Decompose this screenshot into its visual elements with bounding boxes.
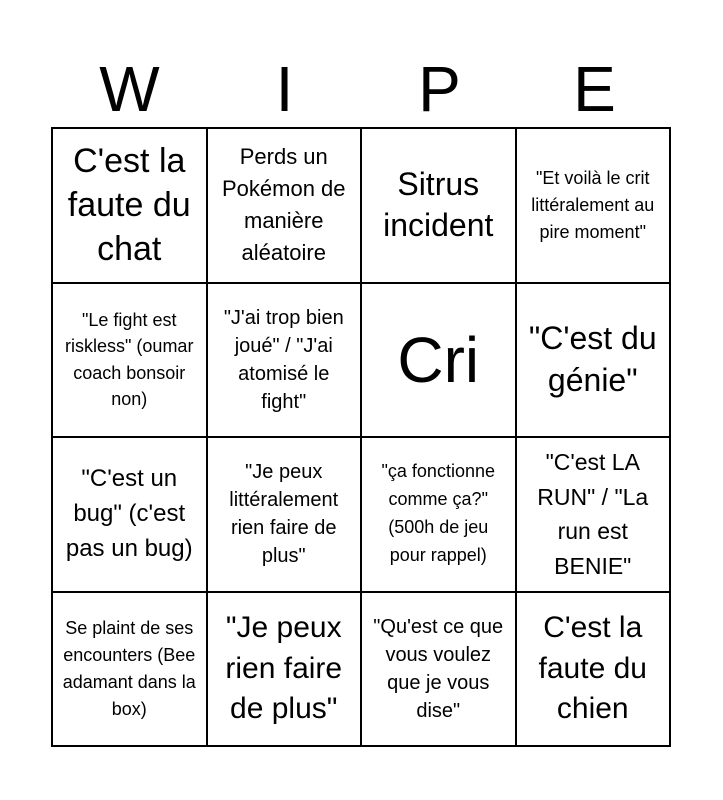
bingo-cell-text: "Qu'est ce que vous voulez que je vous dise" [373,615,504,722]
bingo-cell-text: "J'ai trop bien joué" / "J'ai atomisé le fight" [223,306,344,413]
bingo-cell-text: "ça fonctionne comme ça?" (500h de jeu pour rappel) [381,461,495,566]
bingo-cell[interactable] [361,437,516,592]
bingo-cell[interactable] [52,283,207,438]
header-letter-e: E [573,53,616,125]
header-letter-w: W [99,53,160,125]
bingo-cell[interactable] [361,592,516,747]
bingo-cell-text: "Je peux rien faire de plus" [225,611,343,725]
bingo-cell-text: C'est la faute du chien [538,611,647,725]
bingo-cell[interactable] [361,128,516,283]
header-letter-p: P [418,53,461,125]
free-space-cell[interactable] [361,283,516,438]
free-space-text: Cri [397,323,480,396]
bingo-cell[interactable] [52,592,207,747]
bingo-cell[interactable] [516,128,671,283]
bingo-cell[interactable] [516,592,671,747]
bingo-cell-text: "Et voilà le crit littéralement au pire moment" [531,168,655,242]
bingo-cell-text: Sitrus incident [383,165,494,244]
bingo-cell-text: Se plaint de ses encounters (Bee adamant dans la box) [62,617,196,719]
bingo-cell[interactable] [207,283,362,438]
bingo-cell-text: C'est la faute du chat [67,141,191,269]
bingo-cell[interactable] [207,437,362,592]
bingo-cell-text: "C'est un bug" (c'est pas un bug) [65,465,193,562]
bingo-cell-text: "Je peux littéralement rien faire de plus" [229,461,339,568]
bingo-cell-text: "Le fight est riskless" (oumar coach bonsoir non) [65,309,194,410]
bingo-cell[interactable] [207,128,362,283]
bingo-cell[interactable] [207,592,362,747]
bingo-header [52,52,672,126]
bingo-cell[interactable] [516,437,671,592]
bingo-board [51,127,671,747]
bingo-cell[interactable] [516,283,671,438]
bingo-cell[interactable] [52,437,207,592]
bingo-cell-text: "C'est LA RUN" / "La run est BENIE" [537,449,649,579]
header-letter-i: I [275,53,294,125]
bingo-cell-text: Perds un Pokémon de manière aléatoire [221,144,346,266]
bingo-cell[interactable] [52,128,207,283]
bingo-cell-text: "C'est du génie" [528,320,657,398]
